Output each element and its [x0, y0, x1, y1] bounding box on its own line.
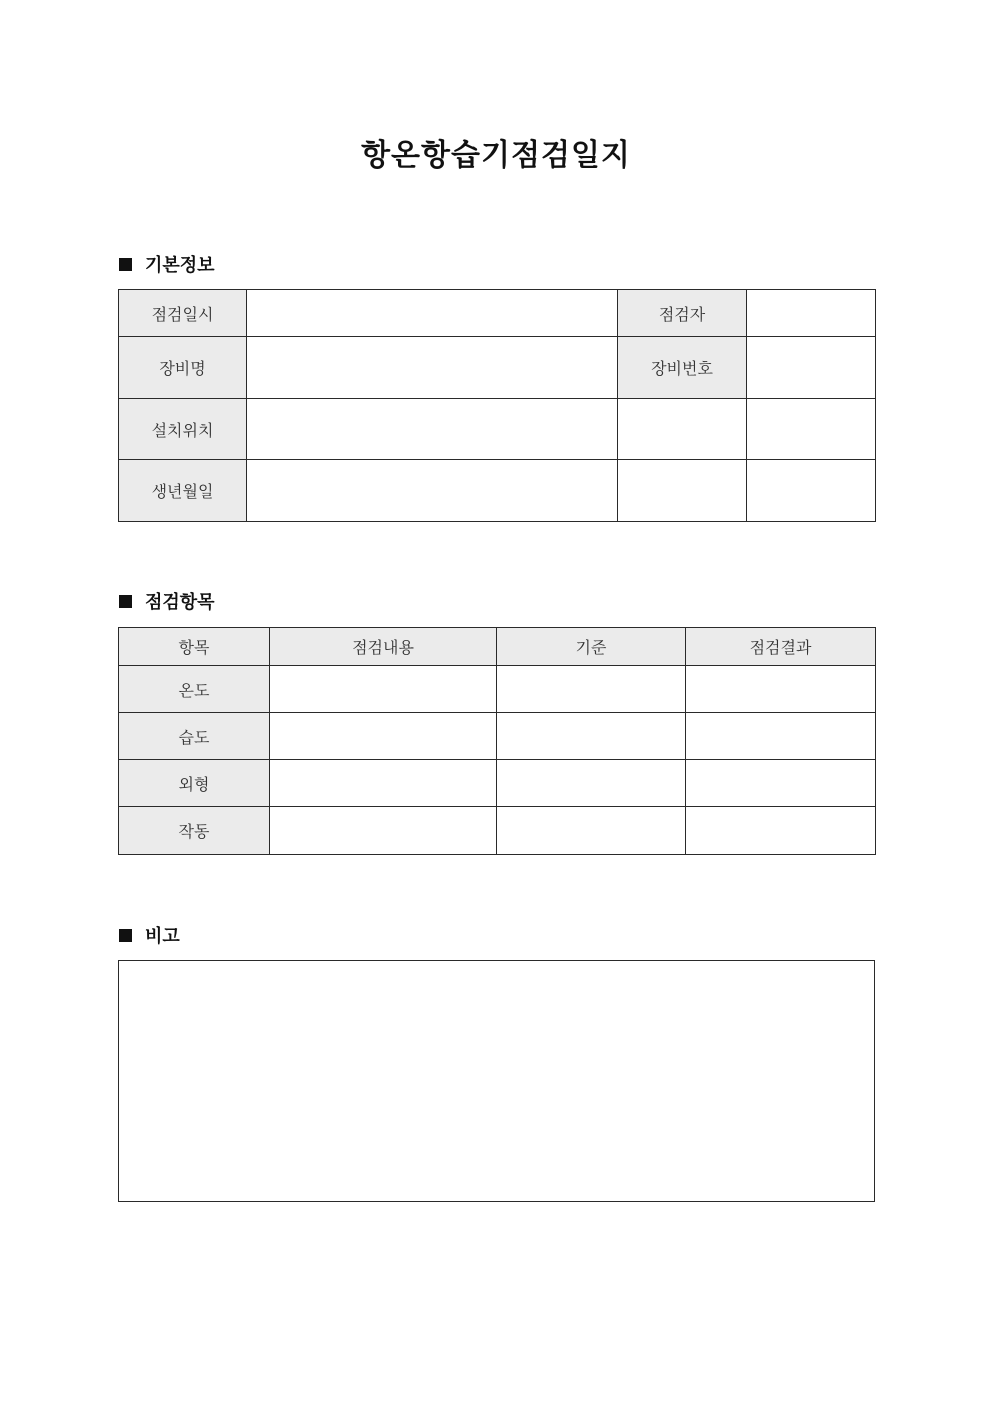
- content-cell[interactable]: [270, 807, 497, 855]
- manufacture-date-label: 생년월일: [119, 460, 247, 522]
- column-header-content: 점검내용: [270, 628, 497, 666]
- basic-info-table: [118, 289, 876, 522]
- empty-cell[interactable]: [747, 460, 876, 522]
- column-header-item: 항목: [119, 628, 270, 666]
- manufacture-date-field[interactable]: [247, 460, 618, 522]
- square-bullet-icon: [119, 595, 132, 608]
- result-cell[interactable]: [686, 760, 876, 807]
- inspection-datetime-label: 점검일시: [119, 290, 247, 337]
- table-row: [119, 713, 876, 760]
- item-label: 온도: [119, 666, 270, 713]
- table-row: [119, 807, 876, 855]
- table-row: [119, 760, 876, 807]
- content-cell[interactable]: [270, 713, 497, 760]
- standard-cell[interactable]: [497, 713, 686, 760]
- standard-cell[interactable]: [497, 760, 686, 807]
- inspection-items-table: [118, 627, 876, 855]
- square-bullet-icon: [119, 929, 132, 942]
- item-label: 습도: [119, 713, 270, 760]
- basic-info-heading-text: 기본정보: [145, 255, 215, 276]
- empty-cell[interactable]: [618, 399, 747, 460]
- standard-cell[interactable]: [497, 666, 686, 713]
- equipment-name-field[interactable]: [247, 337, 618, 399]
- install-location-field[interactable]: [247, 399, 618, 460]
- equipment-name-label: 장비명: [119, 337, 247, 399]
- remarks-heading-text: 비고: [145, 926, 180, 947]
- column-header-result: 점검결과: [686, 628, 876, 666]
- result-cell[interactable]: [686, 807, 876, 855]
- result-cell[interactable]: [686, 713, 876, 760]
- column-header-standard: 기준: [497, 628, 686, 666]
- inspector-label: 점검자: [618, 290, 747, 337]
- remarks-heading: [119, 923, 180, 947]
- square-bullet-icon: [119, 258, 132, 271]
- table-row: [119, 666, 876, 713]
- table-row: [119, 399, 876, 460]
- install-location-label: 설치위치: [119, 399, 247, 460]
- empty-cell[interactable]: [618, 460, 747, 522]
- table-row: [119, 460, 876, 522]
- basic-info-heading: [119, 252, 215, 276]
- inspection-items-heading: [119, 589, 215, 613]
- page-title: 항온항습기점검일지: [361, 138, 631, 173]
- equipment-number-field[interactable]: [747, 337, 876, 399]
- standard-cell[interactable]: [497, 807, 686, 855]
- content-cell[interactable]: [270, 666, 497, 713]
- inspection-items-heading-text: 점검항목: [145, 592, 215, 613]
- empty-cell[interactable]: [747, 399, 876, 460]
- result-cell[interactable]: [686, 666, 876, 713]
- table-row: [119, 337, 876, 399]
- content-cell[interactable]: [270, 760, 497, 807]
- item-label: 외형: [119, 760, 270, 807]
- table-row: [119, 290, 876, 337]
- remarks-box[interactable]: [118, 960, 875, 1202]
- table-header-row: [119, 628, 876, 666]
- inspector-field[interactable]: [747, 290, 876, 337]
- inspection-datetime-field[interactable]: [247, 290, 618, 337]
- item-label: 작동: [119, 807, 270, 855]
- equipment-number-label: 장비번호: [618, 337, 747, 399]
